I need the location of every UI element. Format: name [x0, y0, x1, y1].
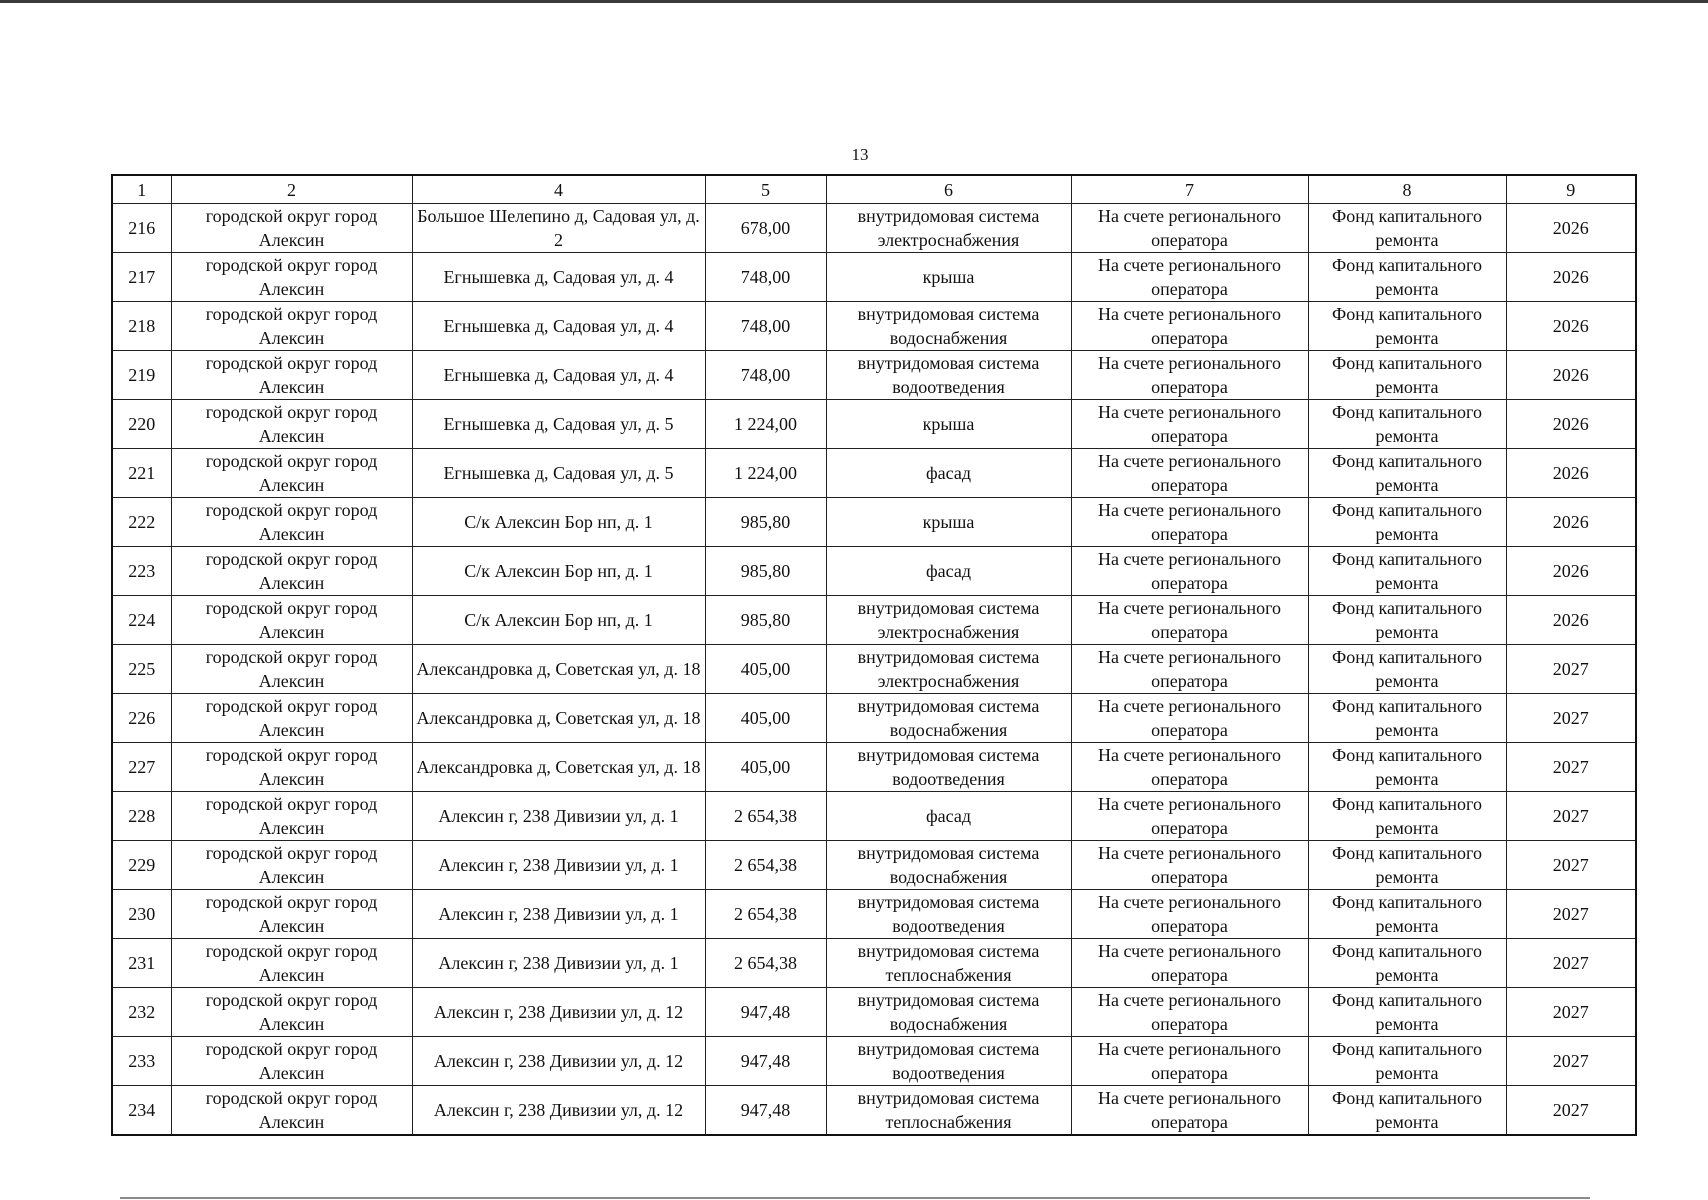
row-number-cell: 233: [112, 1037, 171, 1086]
funding-source-cell: Фонд капитального ремонта: [1308, 792, 1506, 841]
year-cell: 2027: [1506, 792, 1636, 841]
year-cell: 2026: [1506, 400, 1636, 449]
municipality-cell: городской округ город Алексин: [171, 1037, 412, 1086]
header-col-6: 6: [826, 175, 1071, 204]
area-cell: 947,48: [705, 1037, 826, 1086]
funding-source-cell: Фонд капитального ремонта: [1308, 400, 1506, 449]
row-number-cell: 216: [112, 204, 171, 253]
funding-account-cell: На счете регионального оператора: [1071, 743, 1308, 792]
table-row: [112, 645, 1636, 694]
row-number-cell: 218: [112, 302, 171, 351]
area-cell: 748,00: [705, 351, 826, 400]
row-number-cell: 221: [112, 449, 171, 498]
address-cell: С/к Алексин Бор нп, д. 1: [412, 547, 705, 596]
funding-source-cell: Фонд капитального ремонта: [1308, 204, 1506, 253]
funding-source-cell: Фонд капитального ремонта: [1308, 645, 1506, 694]
table-row: [112, 1086, 1636, 1136]
area-cell: 1 224,00: [705, 400, 826, 449]
funding-account-cell: На счете регионального оператора: [1071, 547, 1308, 596]
row-number-cell: 226: [112, 694, 171, 743]
header-col-5: 5: [705, 175, 826, 204]
municipality-cell: городской округ город Алексин: [171, 498, 412, 547]
address-cell: С/к Алексин Бор нп, д. 1: [412, 498, 705, 547]
funding-source-cell: Фонд капитального ремонта: [1308, 841, 1506, 890]
table-row: [112, 694, 1636, 743]
municipality-cell: городской округ город Алексин: [171, 890, 412, 939]
row-number-cell: 220: [112, 400, 171, 449]
work-type-cell: крыша: [826, 253, 1071, 302]
year-cell: 2027: [1506, 694, 1636, 743]
funding-source-cell: Фонд капитального ремонта: [1308, 988, 1506, 1037]
funding-account-cell: На счете регионального оператора: [1071, 694, 1308, 743]
funding-account-cell: На счете регионального оператора: [1071, 645, 1308, 694]
area-cell: 678,00: [705, 204, 826, 253]
municipality-cell: городской округ город Алексин: [171, 302, 412, 351]
header-col-7: 7: [1071, 175, 1308, 204]
header-col-9: 9: [1506, 175, 1636, 204]
funding-account-cell: На счете регионального оператора: [1071, 890, 1308, 939]
row-number-cell: 222: [112, 498, 171, 547]
work-type-cell: внутридомовая система водоотведения: [826, 890, 1071, 939]
work-type-cell: фасад: [826, 449, 1071, 498]
year-cell: 2026: [1506, 302, 1636, 351]
bottom-scan-edge: [120, 1197, 1590, 1199]
area-cell: 2 654,38: [705, 841, 826, 890]
funding-account-cell: На счете регионального оператора: [1071, 351, 1308, 400]
municipality-cell: городской округ город Алексин: [171, 792, 412, 841]
funding-account-cell: На счете регионального оператора: [1071, 1037, 1308, 1086]
funding-account-cell: На счете регионального оператора: [1071, 988, 1308, 1037]
year-cell: 2027: [1506, 939, 1636, 988]
row-number-cell: 219: [112, 351, 171, 400]
funding-source-cell: Фонд капитального ремонта: [1308, 302, 1506, 351]
address-cell: Алексин г, 238 Дивизии ул, д. 1: [412, 890, 705, 939]
funding-account-cell: На счете регионального оператора: [1071, 400, 1308, 449]
row-number-cell: 232: [112, 988, 171, 1037]
address-cell: Александровка д, Советская ул, д. 18: [412, 694, 705, 743]
funding-account-cell: На счете регионального оператора: [1071, 596, 1308, 645]
municipality-cell: городской округ город Алексин: [171, 596, 412, 645]
page-number: 13: [851, 145, 869, 164]
header-col-4: 4: [412, 175, 705, 204]
table-row: [112, 939, 1636, 988]
header-col-2: 2: [171, 175, 412, 204]
municipality-cell: городской округ город Алексин: [171, 204, 412, 253]
year-cell: 2027: [1506, 1086, 1636, 1136]
funding-source-cell: Фонд капитального ремонта: [1308, 694, 1506, 743]
area-cell: 2 654,38: [705, 792, 826, 841]
address-cell: Егнышевка д, Садовая ул, д. 4: [412, 302, 705, 351]
table-row: [112, 400, 1636, 449]
funding-account-cell: На счете регионального оператора: [1071, 449, 1308, 498]
row-number-cell: 227: [112, 743, 171, 792]
funding-source-cell: Фонд капитального ремонта: [1308, 1037, 1506, 1086]
municipality-cell: городской округ город Алексин: [171, 351, 412, 400]
municipality-cell: городской округ город Алексин: [171, 988, 412, 1037]
year-cell: 2026: [1506, 253, 1636, 302]
funding-source-cell: Фонд капитального ремонта: [1308, 890, 1506, 939]
year-cell: 2027: [1506, 841, 1636, 890]
work-type-cell: крыша: [826, 498, 1071, 547]
address-cell: Александровка д, Советская ул, д. 18: [412, 743, 705, 792]
municipality-cell: городской округ город Алексин: [171, 939, 412, 988]
address-cell: Александровка д, Советская ул, д. 18: [412, 645, 705, 694]
municipality-cell: городской округ город Алексин: [171, 645, 412, 694]
year-cell: 2027: [1506, 1037, 1636, 1086]
funding-source-cell: Фонд капитального ремонта: [1308, 939, 1506, 988]
work-type-cell: внутридомовая система водоснабжения: [826, 841, 1071, 890]
municipality-cell: городской округ город Алексин: [171, 253, 412, 302]
year-cell: 2026: [1506, 547, 1636, 596]
funding-source-cell: Фонд капитального ремонта: [1308, 449, 1506, 498]
work-type-cell: внутридомовая система водоснабжения: [826, 988, 1071, 1037]
funding-account-cell: На счете регионального оператора: [1071, 498, 1308, 547]
table-row: [112, 351, 1636, 400]
municipality-cell: городской округ город Алексин: [171, 694, 412, 743]
column-number-row: [112, 175, 1636, 204]
area-cell: 985,80: [705, 547, 826, 596]
funding-account-cell: На счете регионального оператора: [1071, 939, 1308, 988]
municipality-cell: городской округ город Алексин: [171, 547, 412, 596]
table-row: [112, 253, 1636, 302]
table-row: [112, 449, 1636, 498]
row-number-cell: 228: [112, 792, 171, 841]
table-row: [112, 988, 1636, 1037]
work-type-cell: внутридомовая система водоотведения: [826, 743, 1071, 792]
year-cell: 2026: [1506, 596, 1636, 645]
area-cell: 985,80: [705, 596, 826, 645]
municipality-cell: городской округ город Алексин: [171, 743, 412, 792]
repair-schedule-table: [111, 174, 1637, 1136]
municipality-cell: городской округ город Алексин: [171, 1086, 412, 1136]
row-number-cell: 223: [112, 547, 171, 596]
address-cell: Большое Шелепино д, Садовая ул, д. 2: [412, 204, 705, 253]
year-cell: 2027: [1506, 988, 1636, 1037]
table-row: [112, 547, 1636, 596]
year-cell: 2026: [1506, 498, 1636, 547]
row-number-cell: 217: [112, 253, 171, 302]
area-cell: 2 654,38: [705, 939, 826, 988]
funding-source-cell: Фонд капитального ремонта: [1308, 743, 1506, 792]
funding-source-cell: Фонд капитального ремонта: [1308, 498, 1506, 547]
table-row: [112, 792, 1636, 841]
funding-account-cell: На счете регионального оператора: [1071, 302, 1308, 351]
top-scan-edge: [0, 0, 1708, 3]
year-cell: 2026: [1506, 351, 1636, 400]
area-cell: 748,00: [705, 253, 826, 302]
funding-account-cell: На счете регионального оператора: [1071, 841, 1308, 890]
address-cell: Алексин г, 238 Дивизии ул, д. 12: [412, 988, 705, 1037]
table-row: [112, 302, 1636, 351]
funding-account-cell: На счете регионального оператора: [1071, 792, 1308, 841]
address-cell: Егнышевка д, Садовая ул, д. 4: [412, 253, 705, 302]
year-cell: 2026: [1506, 449, 1636, 498]
work-type-cell: внутридомовая система электроснабжения: [826, 204, 1071, 253]
work-type-cell: внутридомовая система электроснабжения: [826, 596, 1071, 645]
area-cell: 1 224,00: [705, 449, 826, 498]
funding-account-cell: На счете регионального оператора: [1071, 1086, 1308, 1136]
funding-source-cell: Фонд капитального ремонта: [1308, 253, 1506, 302]
table-header: [112, 175, 1636, 204]
area-cell: 748,00: [705, 302, 826, 351]
municipality-cell: городской округ город Алексин: [171, 449, 412, 498]
table-row: [112, 743, 1636, 792]
address-cell: Алексин г, 238 Дивизии ул, д. 1: [412, 792, 705, 841]
table-row: [112, 596, 1636, 645]
year-cell: 2027: [1506, 645, 1636, 694]
funding-source-cell: Фонд капитального ремонта: [1308, 596, 1506, 645]
work-type-cell: внутридомовая система водоснабжения: [826, 302, 1071, 351]
work-type-cell: крыша: [826, 400, 1071, 449]
year-cell: 2026: [1506, 204, 1636, 253]
address-cell: С/к Алексин Бор нп, д. 1: [412, 596, 705, 645]
work-type-cell: внутридомовая система теплоснабжения: [826, 1086, 1071, 1136]
table-row: [112, 204, 1636, 253]
table-row: [112, 841, 1636, 890]
funding-account-cell: На счете регионального оператора: [1071, 253, 1308, 302]
funding-source-cell: Фонд капитального ремонта: [1308, 1086, 1506, 1136]
row-number-cell: 234: [112, 1086, 171, 1136]
work-type-cell: внутридомовая система теплоснабжения: [826, 939, 1071, 988]
area-cell: 985,80: [705, 498, 826, 547]
row-number-cell: 231: [112, 939, 171, 988]
funding-source-cell: Фонд капитального ремонта: [1308, 547, 1506, 596]
municipality-cell: городской округ город Алексин: [171, 841, 412, 890]
area-cell: 947,48: [705, 988, 826, 1037]
table-body: [112, 204, 1636, 1136]
funding-source-cell: Фонд капитального ремонта: [1308, 351, 1506, 400]
table-row: [112, 890, 1636, 939]
year-cell: 2027: [1506, 743, 1636, 792]
work-type-cell: внутридомовая система водоотведения: [826, 1037, 1071, 1086]
year-cell: 2027: [1506, 890, 1636, 939]
row-number-cell: 230: [112, 890, 171, 939]
address-cell: Алексин г, 238 Дивизии ул, д. 1: [412, 939, 705, 988]
municipality-cell: городской округ город Алексин: [171, 400, 412, 449]
address-cell: Егнышевка д, Садовая ул, д. 4: [412, 351, 705, 400]
address-cell: Алексин г, 238 Дивизии ул, д. 1: [412, 841, 705, 890]
funding-account-cell: На счете регионального оператора: [1071, 204, 1308, 253]
row-number-cell: 229: [112, 841, 171, 890]
work-type-cell: внутридомовая система водоотведения: [826, 351, 1071, 400]
address-cell: Егнышевка д, Садовая ул, д. 5: [412, 400, 705, 449]
row-number-cell: 225: [112, 645, 171, 694]
table-row: [112, 498, 1636, 547]
address-cell: Егнышевка д, Садовая ул, д. 5: [412, 449, 705, 498]
area-cell: 405,00: [705, 694, 826, 743]
area-cell: 405,00: [705, 743, 826, 792]
address-cell: Алексин г, 238 Дивизии ул, д. 12: [412, 1086, 705, 1136]
area-cell: 947,48: [705, 1086, 826, 1136]
header-col-1: 1: [112, 175, 171, 204]
area-cell: 405,00: [705, 645, 826, 694]
work-type-cell: внутридомовая система водоснабжения: [826, 694, 1071, 743]
address-cell: Алексин г, 238 Дивизии ул, д. 12: [412, 1037, 705, 1086]
table-row: [112, 1037, 1636, 1086]
work-type-cell: фасад: [826, 792, 1071, 841]
work-type-cell: внутридомовая система электроснабжения: [826, 645, 1071, 694]
work-type-cell: фасад: [826, 547, 1071, 596]
row-number-cell: 224: [112, 596, 171, 645]
area-cell: 2 654,38: [705, 890, 826, 939]
header-col-8: 8: [1308, 175, 1506, 204]
